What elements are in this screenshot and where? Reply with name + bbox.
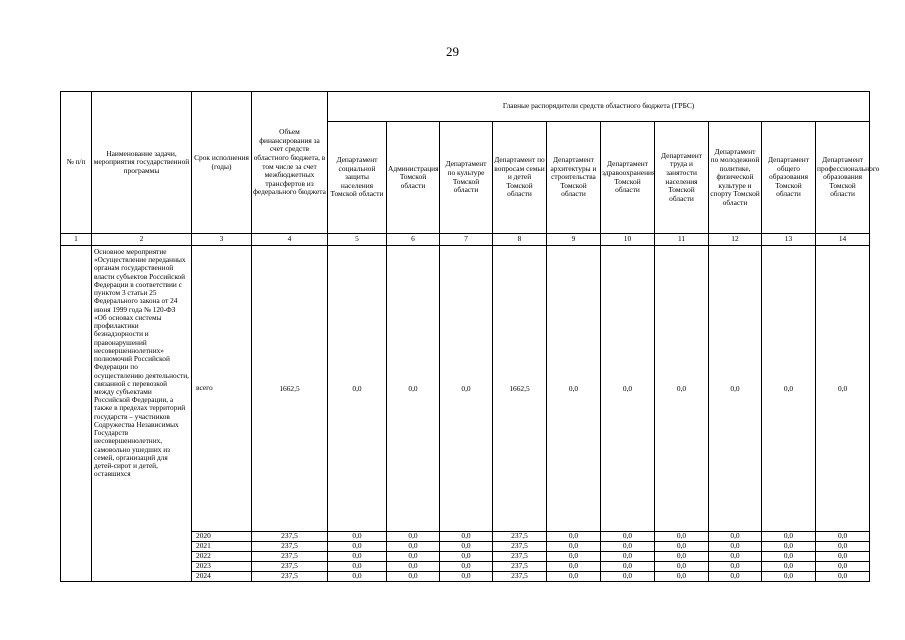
value-cell: 237,5 (493, 542, 547, 552)
volume-cell: 237,5 (252, 572, 328, 582)
value-cell: 0,0 (816, 572, 870, 582)
column-number: 4 (252, 234, 328, 246)
value-cell: 0,0 (328, 562, 387, 572)
header-volume: Объем финансирования за счет средств областного бюджета, в том числе за счет межбюджетных трансфертов из федерального бюджета (252, 92, 328, 234)
header-number: № п/п (61, 92, 92, 234)
value-cell: 0,0 (601, 562, 655, 572)
value-cell: 0,0 (655, 552, 709, 562)
value-cell: 0,0 (762, 542, 816, 552)
column-number: 10 (601, 234, 655, 246)
term-cell: всего (192, 246, 252, 532)
value-cell: 0,0 (655, 532, 709, 542)
column-number: 6 (387, 234, 440, 246)
value-cell: 0,0 (328, 542, 387, 552)
header-dept: Администрация Томской области (387, 122, 440, 234)
header-dept: Департамент труда и занятости населения Томской области (655, 122, 709, 234)
column-number: 7 (440, 234, 493, 246)
column-number-row (61, 234, 870, 246)
value-cell: 0,0 (816, 552, 870, 562)
value-cell: 0,0 (762, 572, 816, 582)
term-cell: 2020 (192, 532, 252, 542)
value-cell: 0,0 (387, 532, 440, 542)
header-dept: Департамент здравоохранения Томской области (601, 122, 655, 234)
column-number: 13 (762, 234, 816, 246)
header-dept: Департамент общего образования Томской области (762, 122, 816, 234)
value-cell: 0,0 (387, 572, 440, 582)
volume-cell: 237,5 (252, 552, 328, 562)
column-number: 12 (709, 234, 762, 246)
value-cell: 0,0 (440, 532, 493, 542)
value-cell: 0,0 (709, 542, 762, 552)
value-cell: 237,5 (493, 532, 547, 542)
value-cell: 0,0 (762, 552, 816, 562)
value-cell: 0,0 (328, 246, 387, 532)
term-cell: 2021 (192, 542, 252, 552)
value-cell: 0,0 (601, 532, 655, 542)
value-cell: 0,0 (655, 542, 709, 552)
value-cell: 0,0 (440, 552, 493, 562)
volume-cell: 1662,5 (252, 246, 328, 532)
column-number: 9 (547, 234, 601, 246)
table-row (61, 246, 870, 532)
header-term: Срок исполнения (годы) (192, 92, 252, 234)
value-cell: 0,0 (601, 542, 655, 552)
value-cell: 0,0 (547, 246, 601, 532)
value-cell: 0,0 (440, 572, 493, 582)
value-cell: 0,0 (709, 552, 762, 562)
header-task: Наименование задачи, мероприятия государственной программы (92, 92, 192, 234)
column-number: 14 (816, 234, 870, 246)
header-dept: Департамент по молодежной политике, физической культуре и спорту Томской области (709, 122, 762, 234)
value-cell: 237,5 (493, 552, 547, 562)
value-cell: 0,0 (387, 246, 440, 532)
value-cell: 0,0 (709, 532, 762, 542)
value-cell: 0,0 (816, 246, 870, 532)
term-cell: 2024 (192, 572, 252, 582)
column-number: 11 (655, 234, 709, 246)
value-cell: 0,0 (387, 542, 440, 552)
value-cell: 0,0 (387, 552, 440, 562)
value-cell: 0,0 (709, 562, 762, 572)
term-cell: 2022 (192, 552, 252, 562)
volume-cell: 237,5 (252, 532, 328, 542)
value-cell: 0,0 (547, 552, 601, 562)
column-number: 1 (61, 234, 92, 246)
value-cell: 0,0 (709, 572, 762, 582)
value-cell: 0,0 (816, 542, 870, 552)
value-cell: 237,5 (493, 572, 547, 582)
value-cell: 0,0 (655, 562, 709, 572)
value-cell: 1662,5 (493, 246, 547, 532)
value-cell: 0,0 (762, 246, 816, 532)
value-cell: 0,0 (440, 542, 493, 552)
value-cell: 0,0 (816, 532, 870, 542)
value-cell: 0,0 (762, 562, 816, 572)
value-cell: 0,0 (655, 246, 709, 532)
task-description: Основное мероприятие «Осуществление переданных органам государственной власти субъектов Российской Федерации в соответствии с пунктом 3 статьи 25 Федерального закона от 24 июня 1999 года № 120-ФЗ «Об основах системы профилактики безнадзорности и правонарушений несовершеннолетних» полномочий Российской Федерации по осуществлению деятельности, связанной с перевозкой между субъектами Российской Федерации, а также в пределах территорий государств – участников Содружества Независимых Государств несовершеннолетних, самовольно ушедших из семей, организаций для детей-сирот и детей, оставшихся (92, 246, 192, 582)
value-cell: 0,0 (655, 572, 709, 582)
value-cell: 0,0 (440, 562, 493, 572)
column-number: 8 (493, 234, 547, 246)
volume-cell: 237,5 (252, 542, 328, 552)
value-cell: 0,0 (709, 246, 762, 532)
value-cell: 0,0 (328, 552, 387, 562)
value-cell: 0,0 (547, 562, 601, 572)
value-cell: 0,0 (816, 562, 870, 572)
value-cell: 0,0 (601, 572, 655, 582)
value-cell: 0,0 (762, 532, 816, 542)
header-dept: Департамент по культуре Томской области (440, 122, 493, 234)
value-cell: 0,0 (547, 572, 601, 582)
header-grbs: Главные распорядители средств областного бюджета (ГРБС) (328, 92, 870, 122)
header-dept: Департамент социальной защиты населения Томской области (328, 122, 387, 234)
page-number: 29 (446, 44, 459, 59)
header-dept: Департамент профессионального образования Томской области (816, 122, 870, 234)
value-cell: 0,0 (601, 246, 655, 532)
volume-cell: 237,5 (252, 562, 328, 572)
value-cell: 237,5 (493, 562, 547, 572)
header-dept: Департамент архитектуры и строительства Томской области (547, 122, 601, 234)
value-cell: 0,0 (547, 542, 601, 552)
column-number: 3 (192, 234, 252, 246)
column-number: 2 (92, 234, 192, 246)
term-cell: 2023 (192, 562, 252, 572)
financing-table (60, 91, 880, 582)
column-number: 5 (328, 234, 387, 246)
header-dept: Департамент по вопросам семьи и детей Томской области (493, 122, 547, 234)
row-number-cell (61, 246, 92, 582)
value-cell: 0,0 (547, 532, 601, 542)
value-cell: 0,0 (328, 572, 387, 582)
value-cell: 0,0 (601, 552, 655, 562)
value-cell: 0,0 (387, 562, 440, 572)
value-cell: 0,0 (440, 246, 493, 532)
value-cell: 0,0 (328, 532, 387, 542)
